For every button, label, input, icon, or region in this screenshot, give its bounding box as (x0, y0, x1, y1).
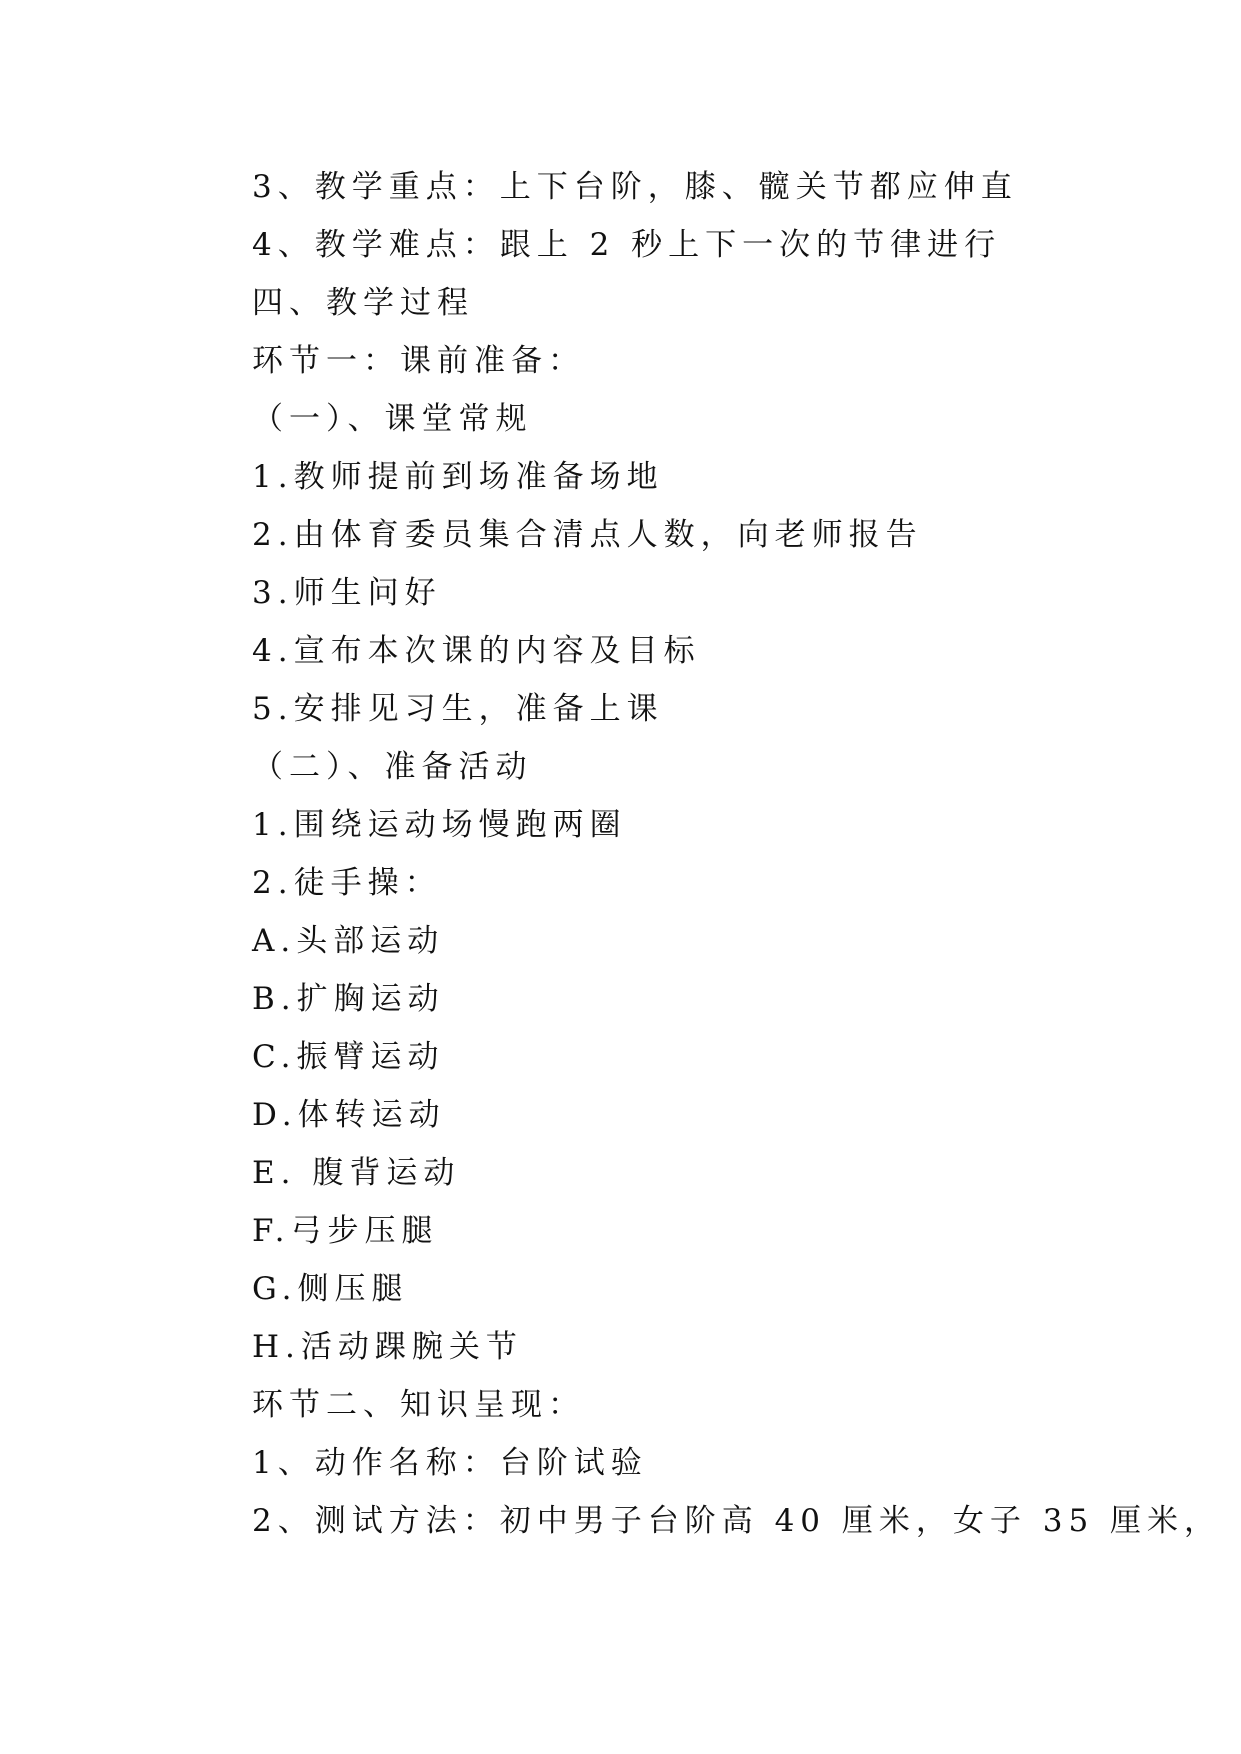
teaching-key-point: 3、教学重点：上下台阶，膝、髋关节都应伸直 (252, 169, 1018, 205)
teaching-difficulty: 4、教学难点：跟上 2 秒上下一次的节律进行 (252, 227, 1002, 263)
exercise-item-b: B.扩胸运动 (252, 981, 445, 1017)
routine-item-3: 3.师生问好 (252, 575, 442, 611)
knowledge-item-2: 2、测试方法：初中男子台阶高 40 厘米，女子 35 厘米， (252, 1503, 1222, 1539)
exercise-item-c: C.振臂运动 (252, 1039, 445, 1075)
document-body (252, 158, 1222, 1550)
routine-item-1: 1.教师提前到场准备场地 (252, 459, 664, 495)
warm-up-item-2: 2.徒手操： (252, 865, 442, 901)
exercise-item-g: G.侧压腿 (252, 1271, 409, 1307)
exercise-item-f: F.弓步压腿 (252, 1213, 439, 1249)
exercise-item-a: A.头部运动 (252, 923, 445, 959)
subsection-warm-up: （二）、准备活动 (252, 749, 533, 785)
routine-item-2: 2.由体育委员集合清点人数，向老师报告 (252, 517, 923, 553)
routine-item-4: 4.宣布本次课的内容及目标 (252, 633, 701, 669)
subsection-class-routine: （一）、课堂常规 (252, 401, 533, 437)
exercise-item-e: E. 腹背运动 (252, 1155, 461, 1191)
exercise-item-h: H.活动踝腕关节 (252, 1329, 523, 1365)
exercise-item-d: D.体转运动 (252, 1097, 446, 1133)
warm-up-item-1: 1.围绕运动场慢跑两圈 (252, 807, 627, 843)
section-heading-teaching-process: 四、教学过程 (252, 285, 474, 321)
routine-item-5: 5.安排见习生，准备上课 (252, 691, 664, 727)
stage-two-heading: 环节二、知识呈现： (252, 1387, 585, 1423)
knowledge-item-1: 1、动作名称：台阶试验 (252, 1445, 648, 1481)
stage-one-heading: 环节一：课前准备： (252, 343, 585, 379)
